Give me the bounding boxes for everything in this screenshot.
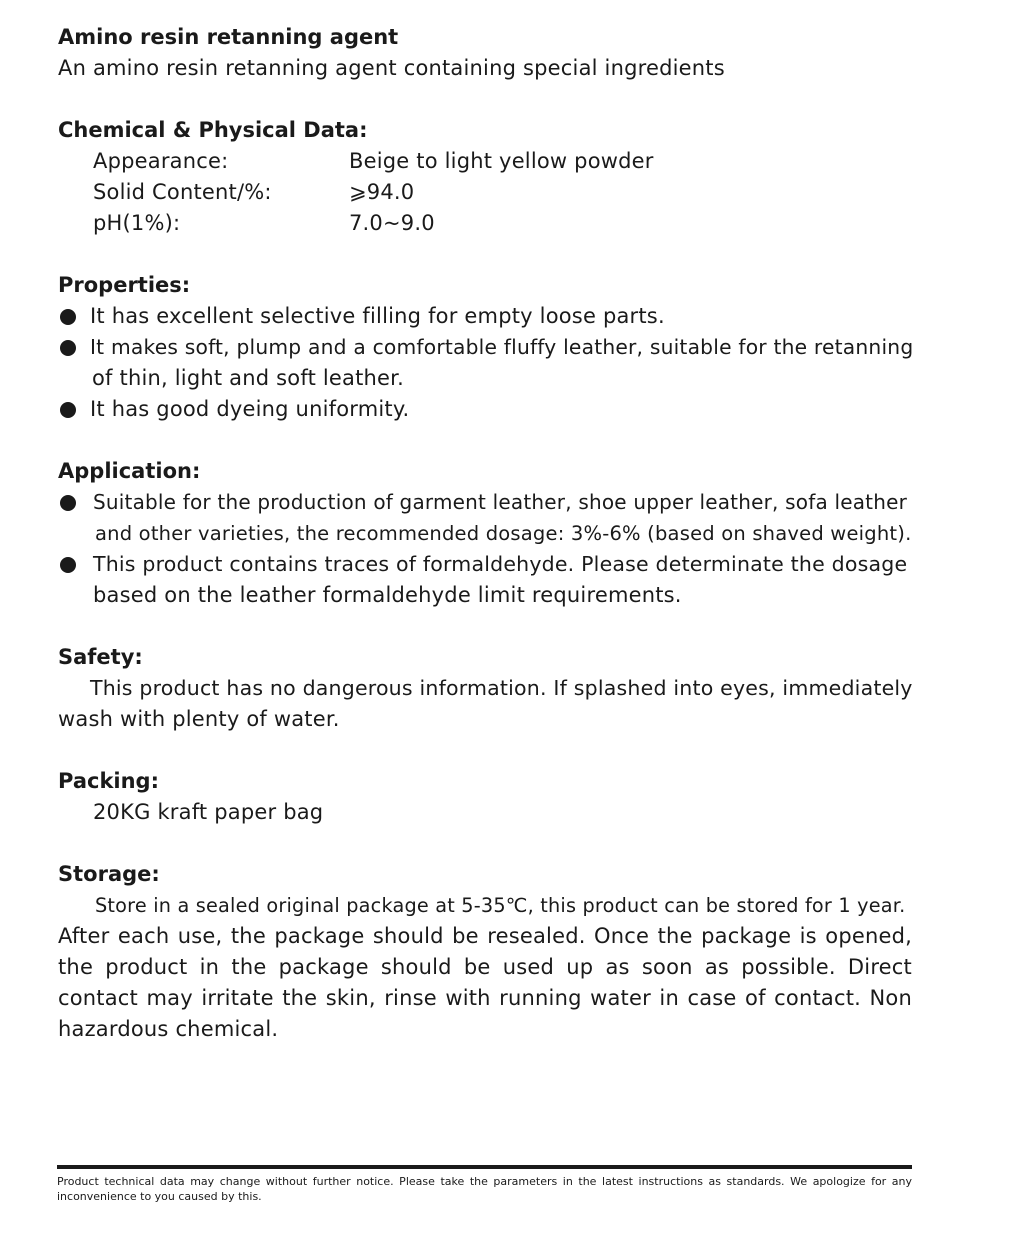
- properties-bullet-2: [58, 332, 912, 363]
- footer-disclaimer: [57, 1174, 912, 1204]
- chem-row-ph: [58, 208, 912, 239]
- product-title: Amino resin retanning agent: [58, 25, 399, 49]
- chem-heading: Chemical & Physical Data:: [58, 118, 368, 142]
- packing-heading: Packing:: [58, 769, 159, 793]
- chem-value: Beige to light yellow powder: [349, 149, 654, 173]
- storage-text-line: After each use, the package should be resealed. Once the package is opened,: [58, 924, 912, 948]
- chem-value: ⩾94.0: [349, 180, 415, 204]
- bullet-dot-icon: [60, 309, 76, 325]
- chem-row-appearance: [58, 146, 912, 177]
- bullet-text: It has excellent selective filling for empty loose parts.: [90, 304, 665, 328]
- chem-row-solid-content: [58, 177, 912, 208]
- application-bullet-1: [58, 487, 912, 518]
- safety-heading: Safety:: [58, 645, 143, 669]
- document-body: [58, 22, 912, 1045]
- properties-bullet-2-cont: of thin, light and soft leather.: [92, 366, 404, 390]
- chem-value: 7.0~9.0: [349, 211, 435, 235]
- application-heading: Application:: [58, 459, 201, 483]
- properties-heading: Properties:: [58, 273, 191, 297]
- bullet-dot-icon: [60, 402, 76, 418]
- bullet-dot-icon: [60, 340, 76, 356]
- footer-line: inconvenience to you caused by this.: [57, 1190, 262, 1203]
- storage-text-line: the product in the package should be used up as soon as possible. Direct: [58, 955, 912, 979]
- application-bullet-1-cont: and other varieties, the recommended dosage: 3%-6% (based on shaved weight).: [95, 522, 912, 545]
- bullet-text: Suitable for the production of garment leather, shoe upper leather, sofa leather: [93, 490, 908, 514]
- storage-heading: Storage:: [58, 862, 160, 886]
- storage-text-line: hazardous chemical.: [58, 1017, 279, 1041]
- bullet-text: This product contains traces of formaldehyde. Please determinate the dosage: [93, 552, 908, 576]
- safety-text-line: wash with plenty of water.: [58, 707, 340, 731]
- application-bullet-2: [58, 549, 912, 580]
- application-bullet-2-cont: based on the leather formaldehyde limit requirements.: [93, 583, 682, 607]
- footer-line: Product technical data may change without further notice. Please take the parameters in the latest instructions as standards. We apologize for any: [57, 1175, 912, 1188]
- footer-divider: [57, 1165, 912, 1169]
- chem-label: pH(1%):: [93, 211, 181, 235]
- bullet-dot-icon: [60, 557, 76, 573]
- bullet-text: It has good dyeing uniformity.: [90, 397, 410, 421]
- bullet-text: It makes soft, plump and a comfortable fluffy leather, suitable for the retanning: [90, 335, 914, 359]
- properties-bullet-1: [58, 301, 912, 332]
- storage-text-line: contact may irritate the skin, rinse with running water in case of contact. Non: [58, 986, 912, 1010]
- chem-label: Solid Content/%:: [93, 180, 272, 204]
- safety-text-line: This product has no dangerous information. If splashed into eyes, immediately: [90, 676, 913, 700]
- properties-bullet-3: [58, 394, 912, 425]
- bullet-dot-icon: [60, 495, 76, 511]
- product-subtitle: An amino resin retanning agent containing special ingredients: [58, 56, 725, 80]
- storage-text-line: Store in a sealed original package at 5-35℃, this product can be stored for 1 year.: [95, 894, 906, 917]
- packing-text: 20KG kraft paper bag: [93, 800, 324, 824]
- chem-label: Appearance:: [93, 149, 229, 173]
